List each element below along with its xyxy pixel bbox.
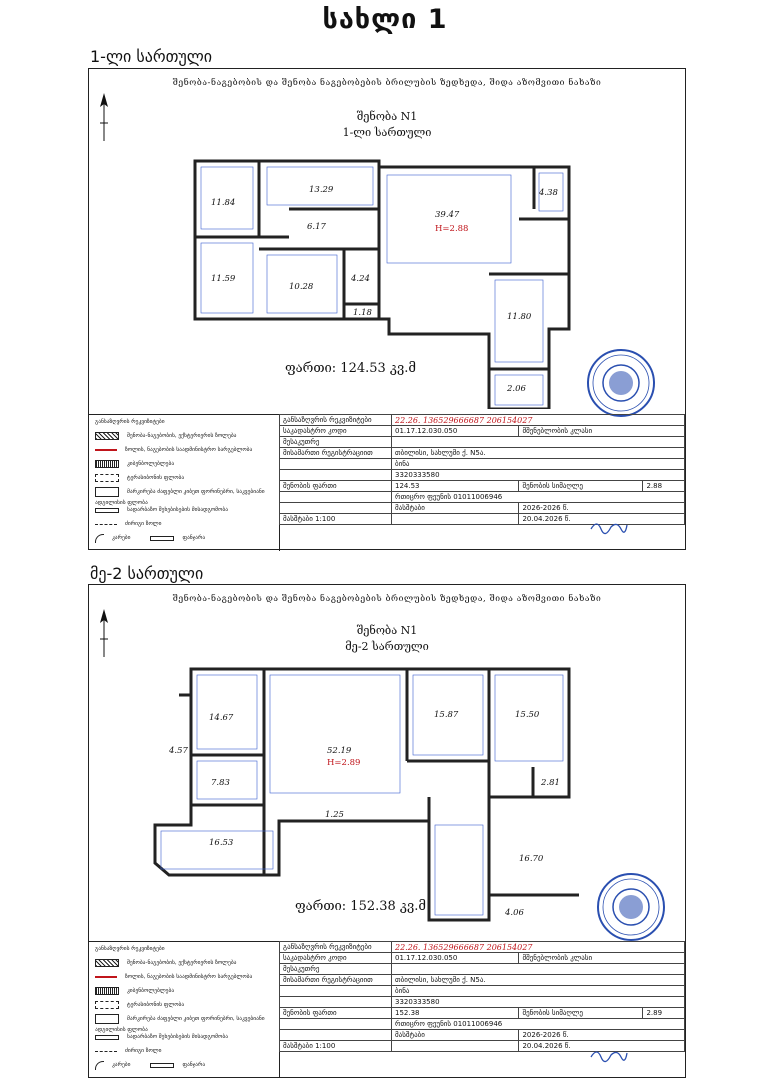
sheet-header: შენობა-ნაგებობის და შენობა ნაგებობების ბრილუბის ზედხედა, შიდა აზომვითი ნახაზი [172, 78, 602, 88]
room-area: 4.38 [539, 188, 558, 198]
room-area: 15.50 [515, 710, 540, 720]
boundary-icon [95, 1051, 117, 1052]
floor-subtitle: მე-2 სართული [345, 640, 429, 653]
room-area: 15.87 [434, 710, 459, 720]
room-area: 4.24 [351, 274, 370, 284]
floor-1-sheet [88, 68, 686, 550]
total-area: ფართი: 152.38 კვ.მ [295, 899, 427, 914]
room-area: 16.70 [519, 854, 544, 864]
floor-subtitle: 1-ლი სართული [342, 126, 432, 139]
building-name: შენობა N1 [356, 624, 418, 637]
dotted-fill-icon [95, 987, 119, 995]
legend-title: განსაზღვრის რეკვიზიტები [95, 946, 165, 952]
room-area: 13.29 [309, 185, 334, 195]
room-area: 1.18 [353, 308, 372, 318]
floor-2-label: მე-2 სართული [90, 564, 204, 583]
room-area: 11.59 [211, 274, 236, 284]
legend: განსაზღვრის რეკვიზიტები შენობა-ნაგებობის, ექსტერიერის ზოლება ზოლის, ნაგებობის საადმინისტრო სარგებლობა კიბენბოლებლება ტერასიბონის ფლობა მარკირება ძაფებლი კიბეთ ფორინებრი, საკვებიანი ადგილისის ფლობა სადარბაზო შეხებისების მისადგომობა ძირიგი ზოლი კარები ფანჯარა [89, 941, 280, 1078]
room-area: 6.17 [307, 222, 326, 232]
boundary-icon [95, 524, 117, 525]
window-icon [150, 536, 174, 541]
ceiling-height: H=2.88 [435, 224, 469, 234]
room-area: 10.28 [289, 282, 314, 292]
floor-plan-2 [149, 665, 589, 925]
room-area: 1.25 [325, 810, 344, 820]
building-name: შენობა N1 [356, 110, 418, 123]
room-area: 39.47 [435, 210, 460, 220]
sheet-header: შენობა-ნაგებობის და შენობა ნაგებობების ბრილუბის ზედხედა, შიდა აზომვითი ნახაზი [172, 594, 602, 604]
legend: განსაზღვრის რეკვიზიტები შენობა-ნაგებობის, ექსტერიერის ზოლება ზოლის, ნაგებობის საადმინისტრო სარგებლობა კიბენბოლებლება ტერასიბონის ფლობა მარკირება ძაფებლი კიბეთ ფორინებრი, საკვებიანი ადგილისის ფლობა სადარბაზო შეხებისების მისადგომობა ძირიგი ზოლი კარები ფანჯარა [89, 414, 280, 551]
red-line-icon [95, 976, 117, 978]
dotted-fill-icon [95, 460, 119, 468]
room-area: 14.67 [209, 713, 234, 723]
entrance-icon [95, 1035, 119, 1040]
info-table: განსაზღვრის რეკვიზიტები 22.26. 136529666687 206154027 საკადასტრო კოდი 01.17.12.030.050 მშენებლობის კლასი მესაკუთრე მისამართი რეგისტრაციით თბილისი, სახლუმი ქ. N5ა. ბინა 3320333580 შენობის ფართი 152.38 შენობის სიმაღლე 2.89 რთიცრო ფეუნის 01011006946 მასშტაბი 2026-2026 წ. მასშტაბი 1:100 20.04.2026 წ. [279, 941, 685, 1052]
room-area: 4.57 [169, 746, 188, 756]
dashed-box-icon [95, 1001, 119, 1009]
company-stamp [587, 349, 655, 417]
floor-1-label: 1-ლი სართული [90, 47, 213, 66]
floor-2-sheet [88, 584, 686, 1078]
marker-box-icon [95, 487, 119, 497]
ceiling-height: H=2.89 [327, 758, 361, 768]
info-table: განსაზღვრის რეკვიზიტები 22.26. 136529666687 206154027 საკადასტრო კოდი 01.17.12.030.050 მშენებლობის კლასი მესაკუთრე მისამართი რეგისტრაციით თბილისი, სახლუმი ქ. N5ა. ბინა 3320333580 შენობის ფართი 124.53 შენობის სიმაღლე 2.88 რთიცრო ფეუნის 01011006946 მასშტაბი 2026-2026 წ. მასშტაბი 1:100 20.04.2026 წ. [279, 414, 685, 525]
room-area: 4.06 [505, 908, 524, 918]
dashed-box-icon [95, 474, 119, 482]
window-icon [150, 1063, 174, 1068]
room-area: 11.80 [507, 312, 532, 322]
hatch-icon [95, 432, 119, 440]
marker-box-icon [95, 1014, 119, 1024]
company-stamp [597, 873, 665, 941]
door-icon [95, 534, 104, 543]
room-area: 16.53 [209, 838, 234, 848]
total-area: ფართი: 124.53 კვ.მ [285, 361, 417, 376]
hatch-icon [95, 959, 119, 967]
door-icon [95, 1061, 104, 1070]
room-area: 11.84 [211, 198, 236, 208]
room-area: 7.83 [211, 778, 230, 788]
red-line-icon [95, 449, 117, 451]
room-area: 52.19 [327, 746, 352, 756]
signature [589, 1045, 629, 1069]
signature [589, 517, 629, 541]
page-title: სახლი 1 [322, 4, 448, 35]
room-area: 2.06 [507, 384, 526, 394]
legend-title: განსაზღვრის რეკვიზიტები [95, 419, 165, 425]
entrance-icon [95, 508, 119, 513]
room-area: 2.81 [541, 778, 560, 788]
